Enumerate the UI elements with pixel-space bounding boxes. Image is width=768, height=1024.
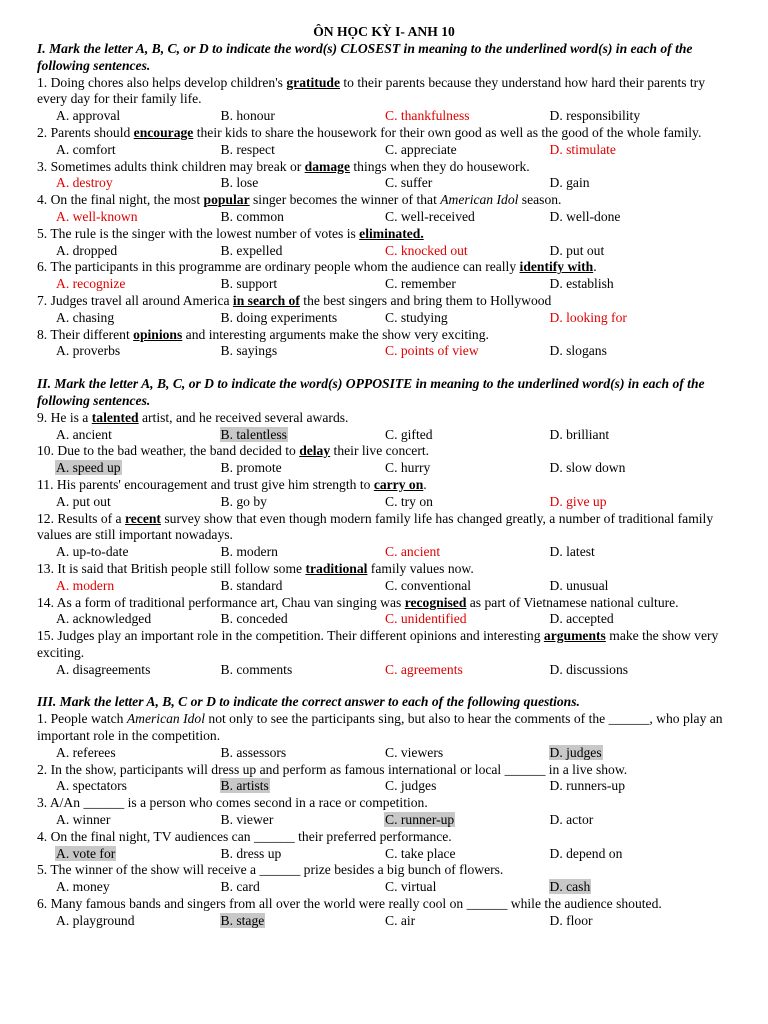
answer-options-row: [37, 243, 731, 260]
question-part: 8. Their different: [37, 326, 134, 342]
answer-option-label: D. runners-up: [549, 778, 626, 794]
answer-option: [366, 846, 531, 863]
answer-option: [366, 460, 531, 477]
answer-option-label: A. referees: [56, 744, 116, 760]
answer-option: [202, 108, 367, 125]
answer-option-label: D. accepted: [549, 611, 614, 627]
answer-option: [531, 108, 696, 125]
answer-option-label: D. slogans: [549, 343, 607, 359]
answer-option-label: C. remember: [385, 276, 456, 292]
answer-option: [366, 310, 531, 327]
answer-option: [202, 209, 367, 226]
answer-option-label: A. dropped: [56, 242, 118, 258]
answer-options-row: [37, 276, 731, 293]
answer-option: [202, 745, 367, 762]
answer-options-row: [37, 662, 731, 679]
answer-option-label: D. well-done: [549, 208, 621, 224]
answer-option: [37, 778, 202, 795]
answer-option-label: D. depend on: [549, 845, 623, 861]
answer-option: [366, 108, 531, 125]
answer-option-marked: A. recognize: [56, 276, 126, 292]
underlined-keyword: gratitude: [286, 74, 340, 90]
question-text: [37, 327, 731, 344]
answer-options-row: [37, 142, 731, 159]
question-part: 2. In the show, participants will dress up and perform as famous international or local ______ in a live show.: [37, 761, 628, 777]
answer-option-label: A. approval: [56, 108, 121, 124]
answer-options-row: [37, 745, 731, 762]
answer-option: [366, 812, 531, 829]
answer-options-row: [37, 611, 731, 628]
underlined-keyword: in search of: [232, 292, 300, 308]
question-part: family values now.: [367, 560, 474, 576]
question-part: 15. Judges play an important role in the competition. Their different opinions and interesting: [37, 628, 544, 644]
answer-option: [366, 778, 531, 795]
question-part: 6. Many famous bands and singers from all over the world were really cool on ______ while the audience shouted.: [37, 896, 662, 912]
answer-option: [531, 846, 696, 863]
answer-option-marked: A. vote for: [56, 845, 116, 861]
answer-option: [531, 662, 696, 679]
answer-option: [202, 662, 367, 679]
answer-option: [37, 175, 202, 192]
answer-option: [531, 544, 696, 561]
answer-option-label: A. winner: [56, 812, 111, 828]
answer-option-label: C. air: [385, 912, 416, 928]
answer-option: [37, 578, 202, 595]
underlined-keyword: eliminated.: [359, 225, 424, 241]
answer-option-label: D. gain: [549, 175, 590, 191]
answer-option: [366, 662, 531, 679]
answer-options-row: [37, 494, 731, 511]
question-part: 3. Sometimes adults think children may break or: [37, 158, 305, 174]
answer-options-row: [37, 209, 731, 226]
answer-option: [366, 142, 531, 159]
underlined-keyword: popular: [203, 192, 250, 208]
answer-options-row: [37, 460, 731, 477]
answer-option: [531, 460, 696, 477]
answer-option: [37, 913, 202, 930]
underlined-keyword: talented: [91, 409, 139, 425]
answer-option: [366, 427, 531, 444]
question-part: 5. The winner of the show will receive a ______ prize besides a big bunch of flowers.: [37, 862, 504, 878]
question-text: [37, 259, 731, 276]
question-part: 3. A/An ______ is a person who comes second in a race or competition.: [37, 795, 428, 811]
question-text: [37, 595, 731, 612]
question-part: 11. His parents' encouragement and trust give him strength to: [37, 476, 374, 492]
answer-option-marked: C. ancient: [385, 544, 441, 560]
underlined-keyword: traditional: [305, 560, 368, 576]
answer-option-marked: C. runner-up: [385, 812, 455, 828]
answer-option-label: C. studying: [385, 309, 448, 325]
question-text: [37, 293, 731, 310]
answer-option-label: B. lose: [220, 175, 259, 191]
show-title: American Idol: [440, 192, 519, 208]
answer-option-label: A. proverbs: [56, 343, 121, 359]
answer-option-label: C. appreciate: [385, 141, 457, 157]
answer-option-label: A. comfort: [56, 141, 116, 157]
question-text: [37, 561, 731, 578]
answer-option: [202, 544, 367, 561]
answer-option-label: B. standard: [220, 577, 283, 593]
answer-option: [202, 175, 367, 192]
answer-option: [37, 108, 202, 125]
answer-option: [202, 310, 367, 327]
question-text: [37, 159, 731, 176]
answer-option: [37, 276, 202, 293]
question-part: 1. Doing chores also helps develop children's: [37, 74, 287, 90]
answer-option-label: A. playground: [56, 912, 135, 928]
answer-option-label: A. disagreements: [56, 661, 151, 677]
answer-option: [202, 778, 367, 795]
sections-container: [37, 41, 731, 930]
answer-option-marked: A. speed up: [56, 460, 121, 476]
answer-option-label: C. judges: [385, 778, 437, 794]
answer-option-label: D. brilliant: [549, 426, 610, 442]
answer-option-label: A. spectators: [56, 778, 127, 794]
answer-option-label: A. put out: [56, 493, 111, 509]
answer-option: [37, 209, 202, 226]
answer-options-row: [37, 846, 731, 863]
question-text: [37, 125, 731, 142]
answer-option-label: B. dress up: [220, 845, 282, 861]
show-title: American Idol: [126, 711, 206, 727]
answer-option: [37, 879, 202, 896]
answer-option: [37, 544, 202, 561]
answer-option-label: B. support: [220, 276, 278, 292]
answer-option: [531, 343, 696, 360]
question-part: make the show very exciting.: [37, 628, 719, 660]
question-part: not only to see the participants sing, but also to hear the comments of the ______, who play an important role in the competition.: [37, 711, 723, 744]
answer-option: [366, 343, 531, 360]
underlined-keyword: identify with: [519, 259, 594, 275]
answer-option-label: D. actor: [549, 812, 594, 828]
question-part: 4. On the final night, TV audiences can ______ their preferred performance.: [37, 828, 452, 844]
answer-option: [202, 611, 367, 628]
question-part: season.: [518, 192, 562, 208]
question-text: [37, 829, 731, 846]
question-part: 1. People watch: [37, 711, 127, 727]
answer-options-row: [37, 175, 731, 192]
answer-option: [531, 209, 696, 226]
answer-option-marked: D. judges: [549, 744, 602, 760]
answer-option: [531, 243, 696, 260]
answer-option-label: D. discussions: [549, 661, 629, 677]
answer-option-label: B. assessors: [220, 744, 287, 760]
answer-option-label: C. hurry: [385, 460, 431, 476]
question-part: and interesting arguments make the show very exciting.: [182, 326, 489, 342]
answer-option: [531, 142, 696, 159]
question-part: singer becomes the winner of that: [249, 192, 441, 208]
answer-option: [202, 846, 367, 863]
answer-option: [37, 662, 202, 679]
answer-option-label: B. sayings: [220, 343, 278, 359]
answer-option: [366, 544, 531, 561]
answer-options-row: [37, 778, 731, 795]
answer-option: [366, 578, 531, 595]
answer-option-label: C. suffer: [385, 175, 433, 191]
answer-option-marked: A. destroy: [56, 175, 113, 191]
answer-option: [202, 276, 367, 293]
answer-option: [37, 343, 202, 360]
answer-option: [531, 778, 696, 795]
question-part: 9. He is a: [37, 409, 92, 425]
answer-option: [37, 846, 202, 863]
answer-option-label: D. establish: [549, 276, 614, 292]
answer-option: [531, 879, 696, 896]
question-part: 13. It is said that British people still follow some: [37, 560, 306, 576]
question-part: 2. Parents should: [37, 124, 134, 140]
answer-option-label: B. conceded: [220, 611, 288, 627]
question-part: .: [593, 259, 597, 275]
answer-option: [202, 812, 367, 829]
underlined-keyword: arguments: [543, 628, 606, 644]
answer-option-label: C. well-received: [385, 208, 475, 224]
question-part: .: [423, 476, 427, 492]
question-part: 10. Due to the bad weather, the band decided to: [37, 443, 300, 459]
answer-option-label: D. slow down: [549, 460, 626, 476]
answer-option-label: B. promote: [220, 460, 282, 476]
underlined-keyword: delay: [299, 443, 331, 459]
answer-option: [202, 142, 367, 159]
answer-option: [531, 310, 696, 327]
answer-option-marked: B. stage: [220, 912, 265, 928]
question-text: [37, 192, 731, 209]
answer-option-label: A. up-to-date: [56, 544, 129, 560]
answer-option-marked: C. thankfulness: [385, 108, 470, 124]
answer-option-label: D. floor: [549, 912, 593, 928]
answer-option: [531, 427, 696, 444]
answer-option: [531, 494, 696, 511]
question-text: [37, 443, 731, 460]
answer-option-label: B. modern: [220, 544, 278, 560]
answer-option-label: D. latest: [549, 544, 595, 560]
answer-options-row: [37, 879, 731, 896]
question-part: as part of Vietnamese national culture.: [466, 594, 679, 610]
answer-option: [366, 175, 531, 192]
question-part: the best singers and bring them to Hollywood: [299, 292, 552, 308]
answer-options-row: [37, 913, 731, 930]
question-part: artist, and he received several awards.: [138, 409, 349, 425]
answer-options-row: [37, 310, 731, 327]
answer-option-marked: B. artists: [220, 778, 269, 794]
answer-option: [202, 913, 367, 930]
answer-option: [366, 879, 531, 896]
answer-option: [202, 879, 367, 896]
answer-option: [531, 745, 696, 762]
underlined-keyword: encourage: [133, 124, 194, 140]
answer-option: [366, 276, 531, 293]
answer-option-label: B. comments: [220, 661, 293, 677]
answer-option: [37, 812, 202, 829]
answer-option-marked: C. points of view: [385, 343, 479, 359]
answer-option-label: B. honour: [220, 108, 275, 124]
answer-option-label: D. responsibility: [549, 108, 641, 124]
answer-option: [202, 343, 367, 360]
answer-options-row: [37, 812, 731, 829]
answer-options-row: [37, 427, 731, 444]
question-part: 4. On the final night, the most: [37, 192, 204, 208]
answer-option-label: A. money: [56, 879, 110, 895]
question-part: 14. As a form of traditional performance art, Chau van singing was: [37, 594, 405, 610]
answer-option-marked: D. give up: [549, 493, 607, 509]
answer-option: [202, 427, 367, 444]
answer-option-marked: B. talentless: [220, 426, 287, 442]
question-text: [37, 896, 731, 913]
answer-option-label: B. go by: [220, 493, 267, 509]
answer-option-label: C. conventional: [385, 577, 472, 593]
answer-option-label: C. take place: [385, 845, 456, 861]
answer-option: [37, 611, 202, 628]
question-text: [37, 862, 731, 879]
answer-option: [37, 494, 202, 511]
question-part: survey show that even though modern family life has changed greatly, a number of traditional family values are still important nowadays.: [37, 510, 714, 543]
answer-option-label: B. respect: [220, 141, 275, 157]
answer-option-marked: D. looking for: [549, 309, 627, 325]
answer-option: [202, 494, 367, 511]
answer-option-marked: D. cash: [549, 879, 591, 895]
answer-option: [366, 913, 531, 930]
answer-option: [37, 243, 202, 260]
section-heading: II. Mark the letter A, B, C, or D to indicate the word(s) OPPOSITE in meaning to the underlined word(s) in each of the following sentences.: [37, 376, 705, 408]
answer-option-label: C. try on: [385, 493, 433, 509]
answer-option: [37, 745, 202, 762]
answer-option-label: A. acknowledged: [56, 611, 152, 627]
answer-option-marked: D. stimulate: [549, 141, 616, 157]
answer-option: [37, 427, 202, 444]
question-part: their live concert.: [330, 443, 430, 459]
answer-option-marked: C. unidentified: [385, 611, 467, 627]
answer-option: [531, 578, 696, 595]
answer-option: [37, 142, 202, 159]
answer-option: [366, 745, 531, 762]
answer-option-label: B. card: [220, 879, 260, 895]
question-text: [37, 795, 731, 812]
section-heading: I. Mark the letter A, B, C, or D to indicate the word(s) CLOSEST in meaning to the underlined word(s) in each of the following sentences.: [37, 41, 693, 73]
section-heading: III. Mark the letter A, B, C or D to indicate the correct answer to each of the following questions.: [37, 694, 580, 710]
answer-option-label: C. gifted: [385, 426, 433, 442]
answer-option: [366, 209, 531, 226]
question-text: [37, 628, 731, 662]
answer-option-label: B. viewer: [220, 812, 274, 828]
answer-option-label: C. virtual: [385, 879, 437, 895]
question-text: [37, 477, 731, 494]
question-text: [37, 762, 731, 779]
answer-option: [531, 611, 696, 628]
question-part: things when they do housework.: [349, 158, 530, 174]
question-part: their kids to share the housework for their own good as well as the good of the whole family.: [193, 124, 702, 140]
underlined-keyword: carry on: [373, 476, 424, 492]
answer-option: [366, 611, 531, 628]
question-text: [37, 226, 731, 243]
answer-option-label: A. ancient: [56, 426, 112, 442]
question-text: [37, 410, 731, 427]
page-title: ÔN HỌC KỲ I- ANH 10: [313, 24, 455, 39]
answer-options-row: [37, 578, 731, 595]
answer-option-label: D. put out: [549, 242, 605, 258]
question-part: 7. Judges travel all around America: [37, 292, 233, 308]
question-text: [37, 711, 731, 745]
answer-option-marked: A. well-known: [56, 208, 138, 224]
answer-option-marked: C. knocked out: [385, 242, 468, 258]
question-part: 12. Results of a: [37, 510, 125, 526]
answer-option-marked: A. modern: [56, 577, 115, 593]
answer-option-marked: C. agreements: [385, 661, 463, 677]
answer-option: [37, 460, 202, 477]
answer-option: [202, 578, 367, 595]
answer-option: [531, 812, 696, 829]
answer-option: [531, 276, 696, 293]
underlined-keyword: damage: [304, 158, 350, 174]
answer-option: [37, 310, 202, 327]
underlined-keyword: recent: [124, 510, 161, 526]
answer-option-label: D. unusual: [549, 577, 609, 593]
answer-option: [366, 494, 531, 511]
answer-option: [202, 460, 367, 477]
answer-option-label: A. chasing: [56, 309, 115, 325]
answer-option-label: B. doing experiments: [220, 309, 338, 325]
answer-options-row: [37, 544, 731, 561]
underlined-keyword: recognised: [404, 594, 467, 610]
answer-option: [531, 175, 696, 192]
answer-option: [366, 243, 531, 260]
answer-option-label: B. expelled: [220, 242, 283, 258]
answer-option: [202, 243, 367, 260]
answer-option-label: C. viewers: [385, 744, 444, 760]
question-text: [37, 75, 731, 109]
answer-options-row: [37, 343, 731, 360]
question-part: 6. The participants in this programme are ordinary people whom the audience can really: [37, 259, 520, 275]
answer-option-label: B. common: [220, 208, 284, 224]
answer-options-row: [37, 108, 731, 125]
question-part: 5. The rule is the singer with the lowest number of votes is: [37, 225, 360, 241]
answer-option: [531, 913, 696, 930]
question-text: [37, 511, 731, 545]
question-part: to their parents because they understand how hard their parents try every day for their family life.: [37, 74, 706, 107]
underlined-keyword: opinions: [133, 326, 183, 342]
